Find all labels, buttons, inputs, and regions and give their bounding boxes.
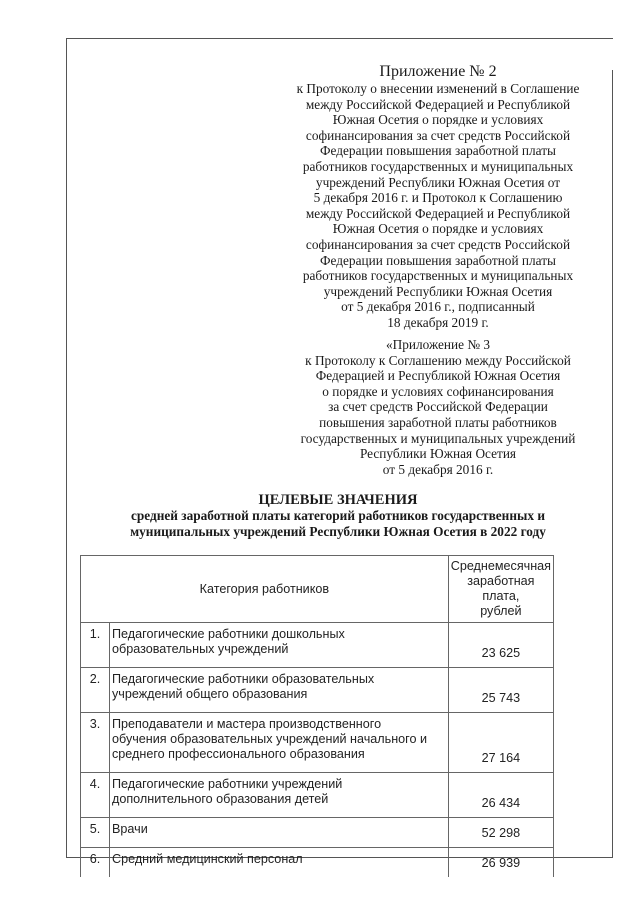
heading-line: средней заработной платы категорий работников государственных и <box>130 508 546 523</box>
row-value: 26 939 <box>448 848 553 878</box>
row-number: 4. <box>81 773 110 818</box>
row-number: 6. <box>81 848 110 878</box>
page-frame-right <box>612 70 613 857</box>
row-value: 52 298 <box>448 818 553 848</box>
category-line: дополнительного образования детей <box>112 792 329 806</box>
appendix-quote <box>268 337 608 477</box>
appendix-line: софинансирования за счет средств Российской <box>305 236 571 252</box>
appendix-line: работников государственных и муниципальных <box>302 268 574 284</box>
appendix-line: между Российской Федерацией и Республикой <box>305 96 571 112</box>
row-category <box>110 668 449 713</box>
appendix-quote-line: повышения заработной платы работников <box>319 414 557 430</box>
appendix-title: Приложение № 2 <box>379 63 497 80</box>
category-line: Педагогические работники учреждений <box>112 777 343 791</box>
appendix-header <box>268 62 608 331</box>
row-category <box>110 623 449 668</box>
document-heading <box>78 492 598 540</box>
appendix-line: Федерации повышения заработной платы <box>320 252 556 268</box>
appendix-quote-line: от 5 декабря 2016 г. <box>382 461 494 477</box>
table-header-row <box>81 556 554 623</box>
table-row <box>81 668 554 713</box>
table-row <box>81 818 554 848</box>
appendix-line: 5 декабря 2016 г. и Протокол к Соглашению <box>313 190 563 206</box>
category-line: Преподаватели и мастера производственного <box>112 717 382 731</box>
table-row <box>81 623 554 668</box>
appendix-line: работников государственных и муниципальных <box>302 158 574 174</box>
category-line: Средний медицинский персонал <box>112 852 303 866</box>
row-category <box>110 848 449 878</box>
category-line: обучения образовательных учреждений начального и <box>112 732 428 746</box>
appendix-quote-line: за счет средств Российской Федерации <box>328 399 548 415</box>
appendix-line: Южная Осетия о порядке и условиях <box>332 112 544 128</box>
category-line: образовательных учреждений <box>112 642 289 656</box>
row-number: 2. <box>81 668 110 713</box>
table-row <box>81 713 554 773</box>
row-number: 3. <box>81 713 110 773</box>
header-salary <box>448 556 553 623</box>
header-salary-line: Среднемесячная <box>450 559 551 573</box>
heading-title: ЦЕЛЕВЫЕ ЗНАЧЕНИЯ <box>258 492 418 508</box>
heading-line: муниципальных учреждений Республики Южная Осетия в 2022 году <box>130 524 546 539</box>
appendix-line: Южная Осетия о порядке и условиях <box>332 221 544 237</box>
row-number: 5. <box>81 818 110 848</box>
appendix-line: софинансирования за счет средств Российской <box>305 127 571 143</box>
header-salary-line: рублей <box>480 604 522 618</box>
salary-table <box>80 555 554 877</box>
row-value: 27 164 <box>448 713 553 773</box>
appendix-quote-line: Республики Южная Осетия <box>359 446 517 462</box>
row-category <box>110 773 449 818</box>
appendix-quote-line: «Приложение № 3 <box>386 337 490 352</box>
header-salary-line: заработная плата, <box>467 574 535 603</box>
header-category: Категория работников <box>81 556 449 623</box>
row-value: 23 625 <box>448 623 553 668</box>
appendix-line: между Российской Федерацией и Республикой <box>305 205 571 221</box>
table-row <box>81 773 554 818</box>
appendix-line: Федерации повышения заработной платы <box>320 143 556 159</box>
row-category <box>110 713 449 773</box>
appendix-quote-line: Федерацией и Республикой Южная Осетия <box>315 368 561 384</box>
row-number: 1. <box>81 623 110 668</box>
table-row <box>81 848 554 878</box>
category-line: среднего профессионального образования <box>112 747 365 761</box>
appendix-line: 18 декабря 2019 г. <box>387 314 489 330</box>
appendix-header-lines <box>268 81 608 331</box>
row-value: 26 434 <box>448 773 553 818</box>
category-line: Врачи <box>112 822 148 836</box>
appendix-quote-line: государственных и муниципальных учреждений <box>300 430 576 446</box>
appendix-line: к Протоколу о внесении изменений в Соглашение <box>296 81 580 96</box>
appendix-line: учреждений Республики Южная Осетия <box>323 283 553 299</box>
row-category <box>110 818 449 848</box>
appendix-quote-line: к Протоколу к Соглашению между Российской <box>305 352 571 368</box>
category-line: Педагогические работники образовательных <box>112 672 375 686</box>
row-value: 25 743 <box>448 668 553 713</box>
category-line: учреждений общего образования <box>112 687 308 701</box>
appendix-line: учреждений Республики Южная Осетия от <box>315 174 561 190</box>
category-line: Педагогические работники дошкольных <box>112 627 345 641</box>
appendix-quote-line: о порядке и условиях софинансирования <box>322 383 554 399</box>
appendix-line: от 5 декабря 2016 г., подписанный <box>341 299 535 315</box>
